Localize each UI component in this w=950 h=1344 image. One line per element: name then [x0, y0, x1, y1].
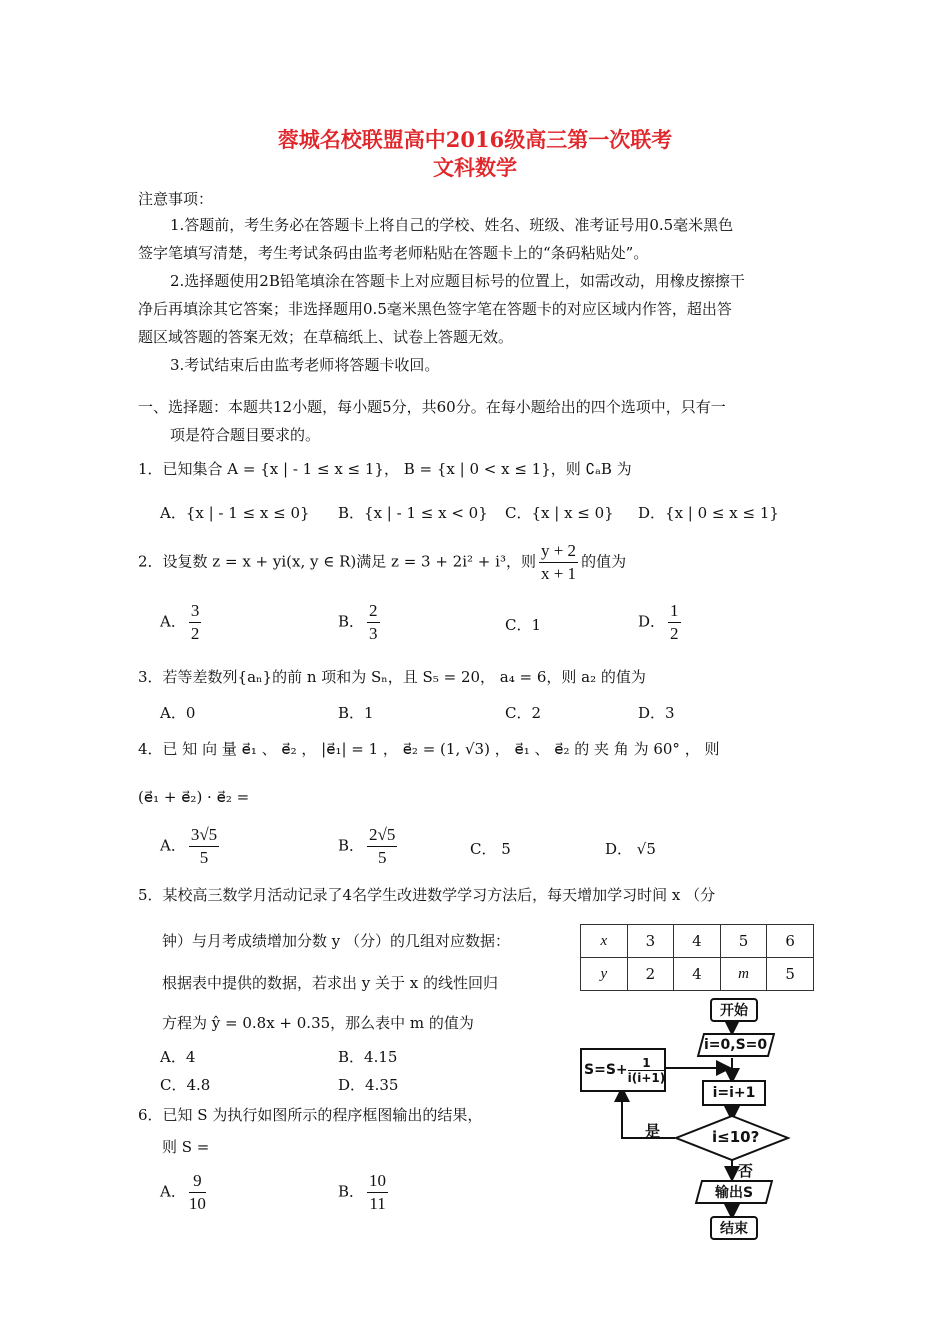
page-subtitle: 文科数学	[433, 155, 517, 180]
q2-stem	[138, 540, 626, 585]
q2-stem-post: 的值为	[581, 552, 627, 571]
q5-data-table	[580, 924, 814, 991]
flowchart-update-s: S=S+ $\frac{1}{i(i+1)}$	[580, 1048, 666, 1092]
q5-option-b: B．4.15	[338, 1048, 398, 1066]
q1-option-d: D．{x | 0 ≤ x ≤ 1}	[638, 504, 779, 522]
notice-item3: 3.考试结束后由监考老师将答题卡收回。	[170, 356, 440, 374]
q1-option-c: C．{x | x ≤ 0}	[505, 504, 614, 522]
q2-frac-num: y + 2	[539, 540, 578, 563]
q3-stem: 3．若等差数列{aₙ}的前 n 项和为 Sₙ，且 S₅ = 20， a₄ = 6，则 a₂ 的值为	[138, 668, 646, 686]
q4-option-b: B． $\frac{2√5}{5}$	[338, 825, 396, 867]
q5-line2: 钟）与月考成绩增加分数 y （分）的几组对应数据：	[162, 932, 511, 950]
q4-stem-line2: (e⃗₁ + e⃗₂) · e⃗₂ =	[138, 788, 250, 806]
flowchart-connectors	[570, 990, 810, 1250]
q4-stem-line1: 4．已 知 向 量 e⃗₁ 、 e⃗₂ ， |e⃗₁| = 1 ， e⃗₂ = (1, √3) ， e⃗₁ 、 e⃗₂ 的 夹 角 为 60° ， 则	[138, 740, 720, 758]
flowchart-yes-label: 是	[645, 1122, 661, 1140]
q1-option-a: A．{x | - 1 ≤ x ≤ 0}	[160, 504, 310, 522]
q2-stem-pre: 2．设复数 z = x + yi(x, y ∈ R)满足 z = 3 + 2i² + i³，则	[138, 552, 536, 571]
q2-option-b: B． $\frac{2}{3}$	[338, 601, 378, 643]
q3-option-a: A．0	[160, 704, 196, 722]
flowchart-start: 开始	[710, 998, 758, 1022]
q5-line1: 5．某校高三数学月活动记录了4名学生改进数学学习方法后，每天增加学习时间 x （分	[138, 886, 716, 904]
q2-option-a: A． $\frac{3}{2}$	[160, 601, 200, 643]
q4-option-d: D． √5	[605, 840, 656, 858]
table-row: y 2 4 m 5	[581, 958, 814, 991]
notice-item2-line3: 题区域答题的答案无效；在草稿纸上、试卷上答题无效。	[138, 328, 514, 346]
q5-option-c: C．4.8	[160, 1076, 211, 1094]
q3-option-d: D．3	[638, 704, 675, 722]
q6-option-a: A． $\frac{9}{10}$	[160, 1171, 206, 1213]
q5-line4: 方程为 ŷ = 0.8x + 0.35，那么表中 m 的值为	[162, 1014, 474, 1032]
q5-line3: 根据表中提供的数据，若求出 y 关于 x 的线性回归	[162, 974, 499, 992]
q6-line2: 则 S =	[162, 1138, 210, 1156]
notice-item1-line1: 1.答题前，考生务必在答题卡上将自己的学校、姓名、班级、准考证号用0.5毫米黑色	[170, 216, 734, 234]
q2-frac-den: x + 1	[540, 564, 577, 583]
notice-item2-line2: 净后再填涂其它答案；非选择题用0.5毫米黑色签字笔在答题卡的对应区域内作答，超出答	[138, 300, 732, 318]
section1-line2: 项是符合题目要求的。	[170, 426, 321, 444]
flowchart-output: 输出S	[695, 1180, 773, 1204]
q6-option-b: B． $\frac{10}{11}$	[338, 1171, 387, 1213]
flowchart-init: i=0,S=0	[697, 1033, 775, 1057]
q5-option-a: A．4	[160, 1048, 196, 1066]
q4-option-c: C． 5	[470, 840, 511, 858]
q1-option-b: B．{x | - 1 ≤ x < 0}	[338, 504, 488, 522]
q3-option-b: B．1	[338, 704, 374, 722]
flowchart-condition: i≤10?	[712, 1128, 760, 1146]
notice-item2-line1: 2.选择题使用2B铅笔填涂在答题卡上对应题目标号的位置上，如需改动，用橡皮擦擦干	[170, 272, 745, 290]
q6-line1: 6．已知 S 为执行如图所示的程序框图输出的结果，	[138, 1106, 483, 1124]
flowchart-increment: i=i+1	[702, 1080, 766, 1106]
notice-item1-line2: 签字笔填写清楚，考生考试条码由监考老师粘贴在答题卡上的“条码粘贴处”。	[138, 244, 649, 262]
table-row: x 3 4 5 6	[581, 925, 814, 958]
q3-option-c: C．2	[505, 704, 542, 722]
q2-option-c: C．1	[505, 616, 542, 634]
section1-line1: 一、选择题：本题共12小题，每小题5分，共60分。在每小题给出的四个选项中，只有一	[138, 398, 726, 416]
flowchart-end: 结束	[710, 1216, 758, 1240]
q1-stem: 1．已知集合 A = {x | - 1 ≤ x ≤ 1}， B = {x | 0 < x ≤ 1}，则 ∁ₐB 为	[138, 460, 632, 478]
q4-option-a: A． $\frac{3√5}{5}$	[160, 825, 218, 867]
notice-heading: 注意事项：	[138, 190, 214, 208]
q2-option-d: D． $\frac{1}{2}$	[638, 601, 679, 643]
flowchart-no-label: 否	[738, 1162, 754, 1180]
q2-fraction	[539, 540, 578, 585]
page-title: 蓉城名校联盟高中2016级高三第一次联考	[277, 127, 673, 152]
q5-option-d: D．4.35	[338, 1076, 399, 1094]
